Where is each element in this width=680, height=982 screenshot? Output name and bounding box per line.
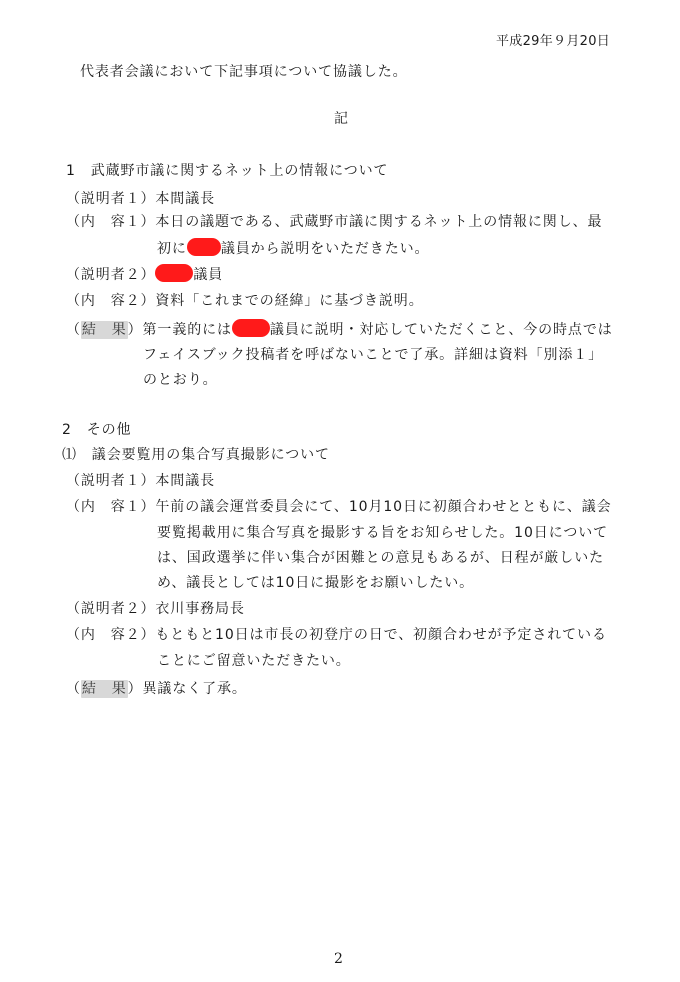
s2-content-2-line-a: もともと10日は市長の初登庁の日で、初顔合わせが予定されている bbox=[155, 627, 607, 643]
result-word: 結 果 bbox=[81, 681, 127, 697]
s1-content-2-text: 資料「これまでの経緯」に基づき説明。 bbox=[155, 293, 424, 309]
ki-heading: 記 bbox=[334, 111, 349, 127]
s2-explainer-1 bbox=[66, 472, 215, 490]
s2-content-1-line-b: 要覧掲載用に集合写真を撮影する旨をお知らせした。10日について bbox=[157, 525, 609, 541]
s1-explainer-2 bbox=[66, 264, 223, 284]
s1-result-line-b: フェイスブック投稿者を呼ばないことで了承。詳細は資料「別添１」 bbox=[143, 347, 604, 363]
s1-content-1-label: （内 容１） bbox=[66, 214, 156, 230]
s2-explainer-2 bbox=[66, 600, 245, 618]
section-1-title: 1 武蔵野市議に関するネット上の情報について bbox=[66, 163, 389, 179]
s2-content-1-line-d: め、議長としては10日に撮影をお願いしたい。 bbox=[157, 575, 475, 591]
s1-result-line-c: のとおり。 bbox=[143, 372, 218, 388]
s1-explainer-2-label: （説明者２） bbox=[66, 267, 156, 283]
s1-explainer-2-name: 議員 bbox=[193, 267, 224, 283]
s2-content-2-label: （内 容２） bbox=[66, 627, 156, 643]
section-2-title: 2 その他 bbox=[62, 422, 132, 438]
redaction-mark bbox=[155, 264, 193, 282]
s1-result bbox=[66, 319, 613, 339]
s2-explainer-2-label: （説明者２） bbox=[66, 601, 156, 617]
s2-content-2-line-b: ことにご留意いただきたい。 bbox=[157, 653, 351, 669]
s1-result-line-a-pre: 第一義的には bbox=[142, 322, 232, 338]
s1-explainer-1-label: （説明者１） bbox=[66, 191, 156, 207]
redaction-mark bbox=[187, 238, 221, 256]
s1-content-1-line-b bbox=[157, 238, 429, 258]
s2-explainer-1-name: 本間議長 bbox=[155, 473, 216, 489]
s2-explainer-1-label: （説明者１） bbox=[66, 473, 156, 489]
s2-result-label: （結 果） bbox=[66, 681, 143, 697]
s1-content-2-label: （内 容２） bbox=[66, 293, 156, 309]
s2-explainer-2-name: 衣川事務局長 bbox=[155, 601, 245, 617]
s1-content-2 bbox=[66, 292, 424, 310]
document-date: 平成29年９月20日 bbox=[496, 34, 611, 49]
s2-result bbox=[66, 680, 247, 698]
result-word: 結 果 bbox=[81, 322, 127, 338]
s1-content-1-line-b-pre: 初に bbox=[157, 241, 187, 257]
s1-result-label: （結 果） bbox=[66, 322, 143, 338]
section-2-subtitle: ⑴ 議会要覧用の集合写真撮影について bbox=[62, 447, 330, 463]
s2-content-1-line-a: 午前の議会運営委員会にて、10月10日に初顔合わせとともに、議会 bbox=[155, 499, 612, 515]
page-number: 2 bbox=[334, 951, 343, 967]
s1-result-line-a-post: 議員に説明・対応していただくこと、今の時点では bbox=[269, 322, 613, 338]
s1-content-1-line-a: 本日の議題である、武蔵野市議に関するネット上の情報に関し、最 bbox=[155, 214, 603, 230]
redaction-mark bbox=[232, 319, 270, 337]
s2-content-1 bbox=[66, 498, 612, 516]
s1-explainer-1-name: 本間議長 bbox=[155, 191, 216, 207]
s2-content-2 bbox=[66, 626, 607, 644]
intro-sentence: 代表者会議において下記事項について協議した。 bbox=[80, 64, 408, 80]
s2-result-text: 異議なく了承。 bbox=[142, 681, 247, 697]
s2-content-1-line-c: は、国政選挙に伴い集合が困難との意見もあるが、日程が厳しいた bbox=[157, 550, 604, 566]
s1-content-1-line-b-post: 議員から説明をいただきたい。 bbox=[220, 241, 430, 257]
s1-content-1 bbox=[66, 213, 602, 231]
s2-content-1-label: （内 容１） bbox=[66, 499, 156, 515]
s1-explainer-1 bbox=[66, 190, 215, 208]
